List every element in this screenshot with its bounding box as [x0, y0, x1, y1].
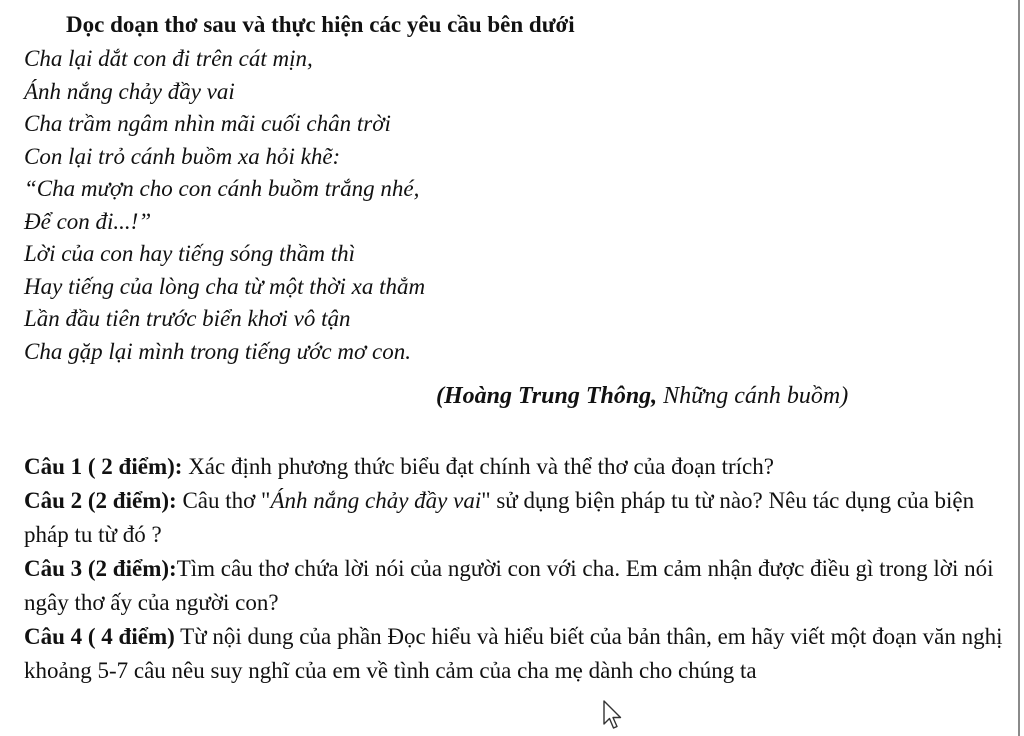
- poem-line: Lần đầu tiên trước biển khơi vô tận: [24, 306, 351, 331]
- poem-line: “Cha mượn cho con cánh buồm trắng nhé,: [24, 176, 420, 201]
- question-1: [24, 450, 1009, 484]
- question-list: [24, 450, 1009, 688]
- poem: [24, 43, 425, 368]
- question-label: Câu 4 ( 4 điểm): [24, 624, 175, 649]
- question-text: Từ nội dung của phần Đọc hiểu và hiểu biết của bản thân, em hãy viết một đoạn văn nghị khoảng 5-7 câu nêu suy nghĩ của em về tình cảm của cha mẹ dành cho chúng ta: [24, 624, 1003, 683]
- question-text: " sử dụng biện pháp tu từ nào? Nêu tác dụng của biện pháp tu từ đó ?: [24, 488, 975, 547]
- question-quote: Ánh nắng chảy đầy vai: [270, 488, 482, 513]
- question-label: Câu 2 (2 điểm):: [24, 488, 177, 513]
- attribution-author: (Hoàng Trung Thông,: [436, 383, 664, 409]
- question-text: Tìm câu thơ chứa lời nói của người con với cha. Em cảm nhận được điều gì trong lời nói ngây thơ ấy của người con?: [24, 556, 994, 615]
- question-3: [24, 552, 1009, 620]
- question-2: [24, 484, 1009, 552]
- poem-line: Để con đi...!”: [24, 208, 152, 234]
- question-label: Câu 1 ( 2 điểm):: [24, 454, 183, 479]
- poem-line: Cha trầm ngâm nhìn mãi cuối chân trời: [24, 111, 391, 136]
- question-4: [24, 620, 1009, 688]
- poem-line: Con lại trỏ cánh buồm xa hỏi khẽ:: [24, 143, 341, 169]
- page-border: [1018, 0, 1020, 736]
- question-text: Câu thơ ": [176, 488, 271, 513]
- mouse-pointer-icon: [602, 700, 624, 730]
- poem-line: Lời của con hay tiếng sóng thầm thì: [24, 241, 356, 266]
- page-title: Dọc doạn thơ sau và thực hiện các yêu cầu bên dưới: [66, 12, 575, 37]
- poem-line: Hay tiếng của lòng cha từ một thời xa thẳm: [24, 273, 426, 299]
- question-text: Xác định phương thức biểu đạt chính và thể thơ của đoạn trích?: [182, 454, 774, 479]
- question-label: Câu 3 (2 điểm):: [24, 556, 177, 581]
- poem-line: Cha gặp lại mình trong tiếng ước mơ con.: [24, 338, 411, 364]
- poem-line: Ánh nắng chảy đầy vai: [24, 78, 235, 104]
- poem-attribution: [436, 383, 848, 410]
- attribution-work: Những cánh buồm): [663, 383, 849, 409]
- poem-line: Cha lại dắt con đi trên cát mịn,: [24, 46, 313, 71]
